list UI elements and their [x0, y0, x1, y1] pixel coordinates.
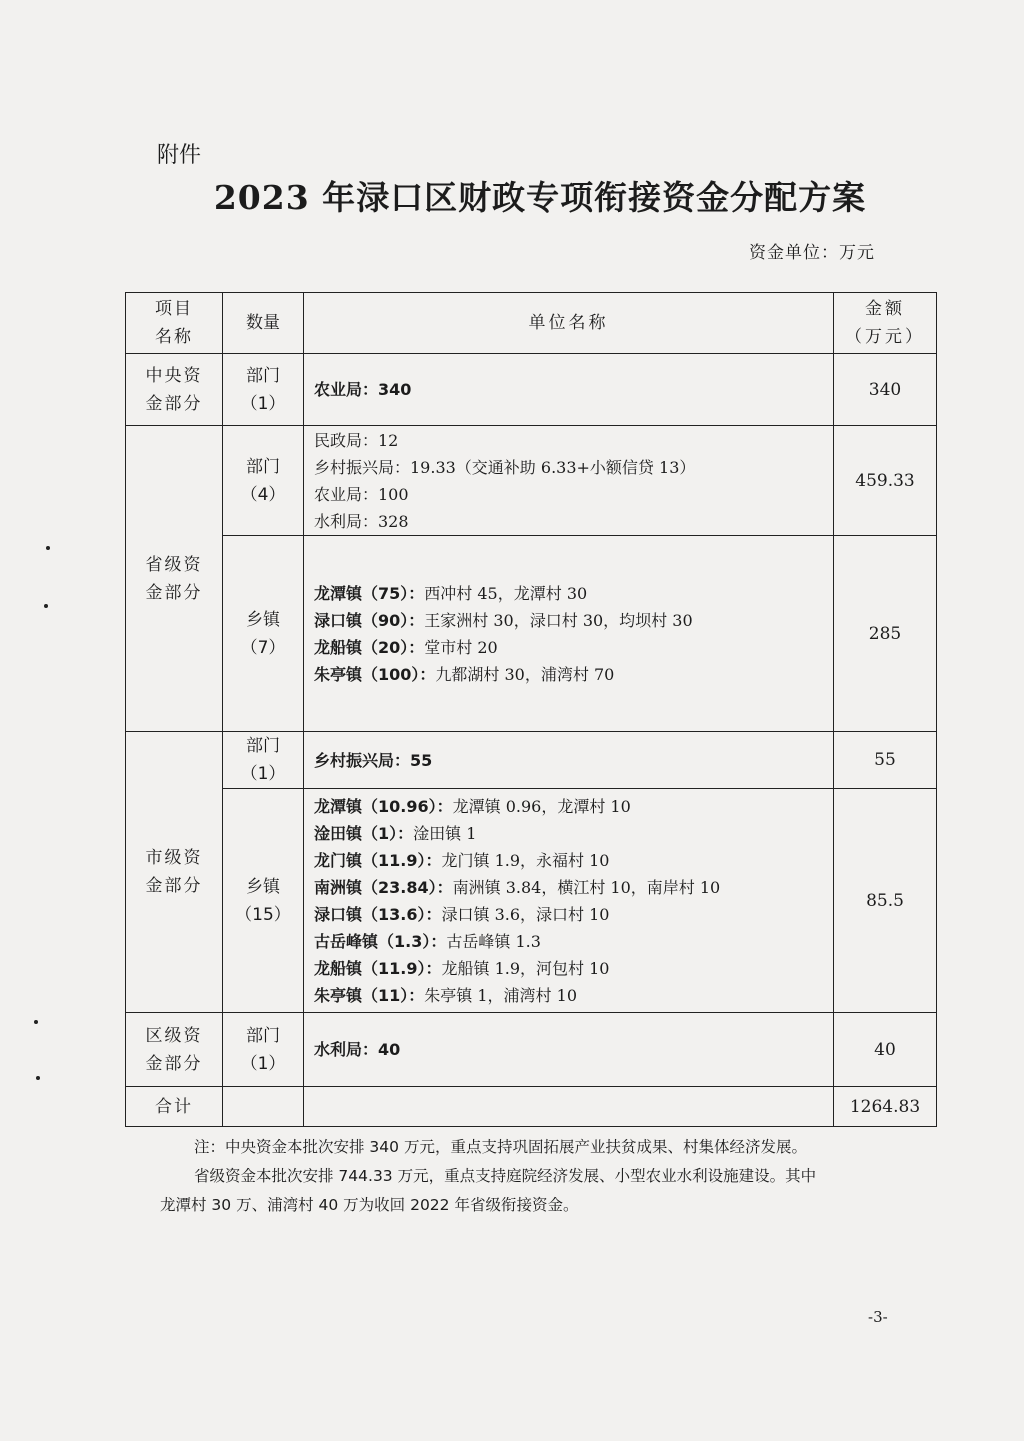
district-row	[126, 1013, 937, 1087]
provincial-town-amount: 285	[834, 536, 937, 732]
header-amount: 金额 （万元）	[834, 293, 937, 354]
list-item: 渌口镇（90）：王家洲村 30，渌口村 30，均坝村 30	[314, 610, 693, 630]
city-fund-label: 市级资 金部分	[126, 732, 223, 1013]
list-item: 龙潭镇（10.96）：龙潭镇 0.96，龙潭村 10	[314, 796, 631, 816]
provincial-dept-units	[304, 426, 834, 536]
header-unit-name: 单位名称	[304, 293, 834, 354]
provincial-dept-row	[126, 426, 937, 536]
page-number: -3-	[868, 1308, 888, 1326]
note-provincial: 省级资金本批次安排 744.33 万元，重点支持庭院经济发展、小型农业水利设施建设。其中	[194, 1167, 817, 1185]
city-town-quantity: 乡镇 （15）	[223, 789, 304, 1013]
currency-unit: 资金单位：万元	[749, 243, 875, 263]
city-town-units	[304, 789, 834, 1013]
provincial-town-row	[126, 536, 937, 732]
city-town-amount: 85.5	[834, 789, 937, 1013]
notes	[160, 1133, 930, 1220]
table-header-row	[126, 293, 937, 354]
district-units: 水利局：40	[304, 1013, 834, 1087]
central-amount: 340	[834, 354, 937, 426]
district-quantity: 部门 （1）	[223, 1013, 304, 1087]
scan-speck	[44, 604, 48, 608]
list-item: 南洲镇（23.84）：南洲镇 3.84，横江村 10，南岸村 10	[314, 877, 721, 897]
provincial-town-quantity: 乡镇 （7）	[223, 536, 304, 732]
list-item: 朱亭镇（100）：九都湖村 30，浦湾村 70	[314, 664, 615, 684]
list-item: 龙潭镇（75）：西冲村 45，龙潭村 30	[314, 583, 588, 603]
header-quantity: 数量	[223, 293, 304, 354]
city-dept-row	[126, 732, 937, 789]
list-item: 朱亭镇（11）：朱亭镇 1，浦湾村 10	[314, 985, 577, 1005]
note-provincial-cont: 龙潭村 30 万、浦湾村 40 万为收回 2022 年省级衔接资金。	[160, 1196, 579, 1214]
attachment-label: 附件	[157, 143, 202, 168]
central-units: 农业局：340	[304, 354, 834, 426]
list-item: 龙门镇（11.9）：龙门镇 1.9，永福村 10	[314, 850, 610, 870]
central-quantity: 部门 （1）	[223, 354, 304, 426]
list-item: 农业局：100	[314, 484, 409, 504]
district-fund-label: 区级资 金部分	[126, 1013, 223, 1087]
central-row	[126, 354, 937, 426]
provincial-dept-amount: 459.33	[834, 426, 937, 536]
page-title: 2023 年渌口区财政专项衔接资金分配方案	[213, 178, 867, 217]
city-town-row	[126, 789, 937, 1013]
total-empty-units	[304, 1087, 834, 1127]
header-item-name: 项目 名称	[126, 293, 223, 354]
city-dept-quantity: 部门 （1）	[223, 732, 304, 789]
list-item: 古岳峰镇（1.3）：古岳峰镇 1.3	[314, 931, 541, 951]
list-item: 龙船镇（11.9）：龙船镇 1.9，河包村 10	[314, 958, 610, 978]
list-item: 水利局：328	[314, 511, 409, 531]
district-amount: 40	[834, 1013, 937, 1087]
list-item: 淦田镇（1）：淦田镇 1	[314, 823, 477, 843]
city-dept-units: 乡村振兴局：55	[304, 732, 834, 789]
list-item: 龙船镇（20）：堂市村 20	[314, 637, 498, 657]
list-item: 乡村振兴局：19.33（交通补助 6.33+小额信贷 13）	[314, 457, 696, 477]
total-empty-qty	[223, 1087, 304, 1127]
allocation-table	[125, 292, 937, 1127]
scan-speck	[34, 1020, 38, 1024]
list-item: 民政局：12	[314, 430, 399, 450]
total-label: 合计	[126, 1087, 223, 1127]
provincial-dept-quantity: 部门 （4）	[223, 426, 304, 536]
central-fund-label: 中央资 金部分	[126, 354, 223, 426]
scan-speck	[46, 546, 50, 550]
city-dept-amount: 55	[834, 732, 937, 789]
total-row	[126, 1087, 937, 1127]
total-amount: 1264.83	[834, 1087, 937, 1127]
provincial-town-units	[304, 536, 834, 732]
note-central: 注：中央资金本批次安排 340 万元，重点支持巩固拓展产业扶贫成果、村集体经济发展。	[194, 1138, 807, 1156]
list-item: 渌口镇（13.6）：渌口镇 3.6，渌口村 10	[314, 904, 610, 924]
scan-speck	[36, 1076, 40, 1080]
provincial-fund-label: 省级资 金部分	[126, 426, 223, 732]
